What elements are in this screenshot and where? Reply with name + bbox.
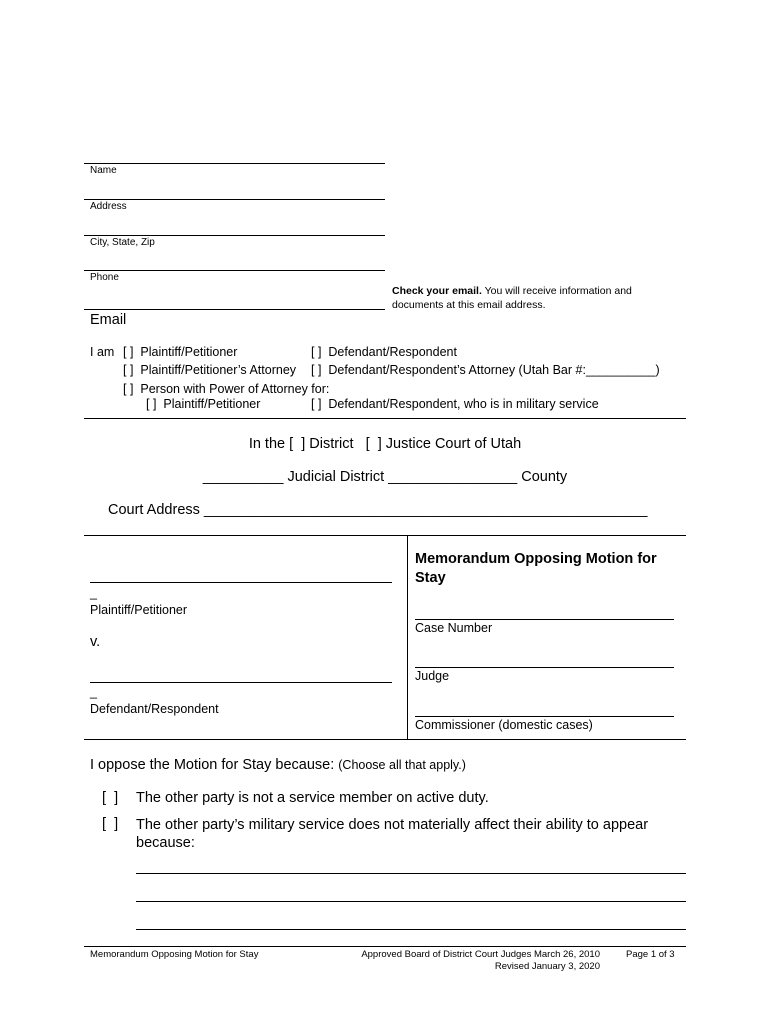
oppose-note: (Choose all that apply.) xyxy=(338,758,466,772)
role-plaintiff-attorney-label: Plaintiff/Petitioner’s Attorney xyxy=(140,363,297,377)
role-plaintiff-label: Plaintiff/Petitioner xyxy=(140,345,238,359)
judge-label: Judge xyxy=(415,669,450,683)
caption-bottom-border xyxy=(84,739,686,740)
defendant-name-line[interactable] xyxy=(90,682,392,683)
option1-text: The other party is not a service member on active duty. xyxy=(136,790,489,806)
name-label: Name xyxy=(90,165,117,176)
footer-form-name: Memorandum Opposing Motion for Stay xyxy=(90,949,259,960)
reason-line-3[interactable] xyxy=(136,929,686,930)
option2-text: The other party’s military service does not materially affect their ability to appear because: xyxy=(136,817,649,851)
role-defendant-label: Defendant/Respondent xyxy=(328,345,457,359)
checkbox[interactable]: [ ] xyxy=(123,345,134,359)
poa-defendant-label: Defendant/Respondent, who is in military service xyxy=(328,397,599,411)
plaintiff-label: Plaintiff/Petitioner xyxy=(90,603,188,617)
role-poa-option[interactable] xyxy=(123,382,329,396)
checkbox[interactable]: [ ] xyxy=(123,363,134,377)
email-note-bold: Check your email. xyxy=(392,285,482,297)
option2-checkbox[interactable]: [ ] xyxy=(102,816,119,832)
versus-label: v. xyxy=(90,634,101,650)
checkbox[interactable]: [ ] xyxy=(123,382,134,396)
reason-line-2[interactable] xyxy=(136,901,686,902)
footer-approval xyxy=(330,949,600,973)
footer-rule xyxy=(84,946,686,947)
role-plaintiff-attorney-option[interactable] xyxy=(123,363,296,377)
role-poa-label: Person with Power of Attorney for: xyxy=(140,382,330,396)
oppose-main: I oppose the Motion for Stay because: xyxy=(90,757,339,773)
case-number-label: Case Number xyxy=(415,621,493,635)
checkbox[interactable]: [ ] xyxy=(311,397,322,411)
checkbox[interactable]: [ ] xyxy=(146,397,157,411)
caption-top-border xyxy=(84,535,686,536)
footer-approval-line1: Approved Board of District Court Judges March 26, 2010 xyxy=(361,949,600,960)
case-number-line[interactable] xyxy=(415,619,674,620)
role-plaintiff-option[interactable] xyxy=(123,345,237,359)
court-type-line[interactable]: In the [ ] District [ ] Justice Court of Utah xyxy=(248,436,522,452)
role-defendant-attorney-label: Defendant/Respondent’s Attorney (Utah Bar #:__________) xyxy=(328,363,660,377)
poa-plaintiff-option[interactable] xyxy=(146,397,260,411)
defendant-tick: _ xyxy=(90,685,97,699)
option1-checkbox[interactable]: [ ] xyxy=(102,790,119,806)
email-note xyxy=(392,284,662,312)
section-divider xyxy=(84,418,686,419)
footer-approval-line2: Revised January 3, 2020 xyxy=(494,961,600,972)
plaintiff-tick: _ xyxy=(90,586,97,600)
phone-line[interactable] xyxy=(84,270,385,271)
address-label: Address xyxy=(90,201,127,212)
address-line[interactable] xyxy=(84,199,385,200)
oppose-heading xyxy=(90,756,466,774)
city-state-zip-label: City, State, Zip xyxy=(90,237,155,248)
email-line[interactable] xyxy=(84,309,385,310)
caption-divider xyxy=(407,535,408,740)
court-address-line[interactable]: Court Address _______________________________________________________ xyxy=(108,502,648,518)
commissioner-label: Commissioner (domestic cases) xyxy=(415,718,593,732)
role-defendant-option[interactable] xyxy=(311,345,457,359)
checkbox[interactable]: [ ] xyxy=(311,363,322,377)
email-note-text: You will receive information and documents at this email address. xyxy=(392,285,632,311)
city-state-zip-line[interactable] xyxy=(84,235,385,236)
poa-plaintiff-label: Plaintiff/Petitioner xyxy=(163,397,261,411)
plaintiff-name-line[interactable] xyxy=(90,582,392,583)
judge-line[interactable] xyxy=(415,667,674,668)
judicial-district-county-line[interactable]: __________ Judicial District ________________ County xyxy=(202,469,568,485)
name-line[interactable] xyxy=(84,163,385,164)
poa-defendant-option[interactable] xyxy=(311,397,599,411)
role-iam: I am xyxy=(90,345,115,359)
role-defendant-attorney-option[interactable] xyxy=(311,363,660,377)
reason-line-1[interactable] xyxy=(136,873,686,874)
document-title: Memorandum Opposing Motion for Stay xyxy=(415,551,657,586)
checkbox[interactable]: [ ] xyxy=(311,345,322,359)
commissioner-line[interactable] xyxy=(415,716,674,717)
footer-page-number: Page 1 of 3 xyxy=(626,949,675,960)
phone-label: Phone xyxy=(90,272,119,283)
defendant-label: Defendant/Respondent xyxy=(90,702,219,716)
email-label: Email xyxy=(90,312,127,328)
